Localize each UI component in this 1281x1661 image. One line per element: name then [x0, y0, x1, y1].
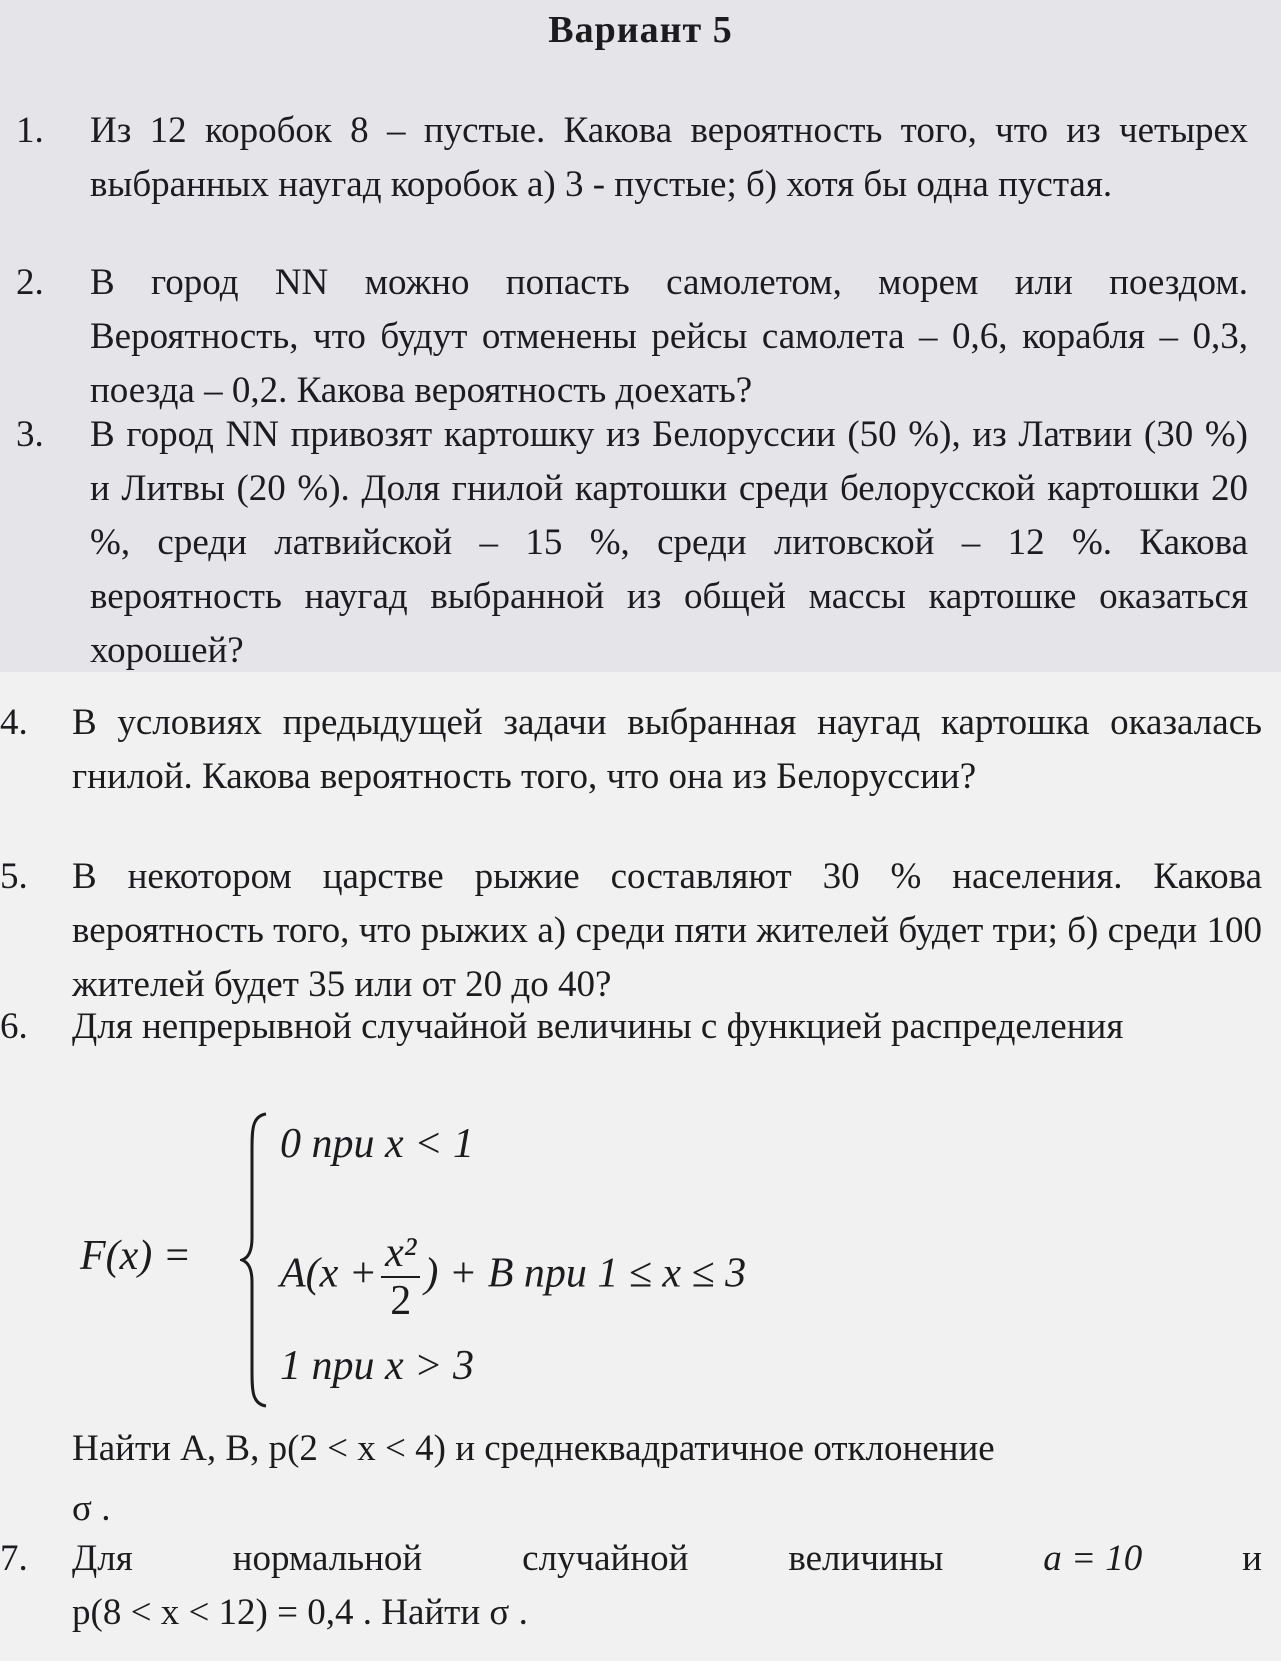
task-text: В условиях предыдущей задачи выбранная наугад картошка оказалась гнилой. Какова вероятность того, что она из Белоруссии?: [72, 702, 1262, 797]
task-7: [0, 1532, 1262, 1640]
task-number: 7.: [0, 1538, 28, 1579]
task-text: В город NN привозят картошку из Белоруссии (50 %), из Латвии (30 %) и Литвы (20 %). Доля гнилой картошки среди белорусской картошки 20 %, среди латвийской – 15 %, среди литовской – 12 %. Какова вероятность наугад выбранной из общей массы картошке оказаться хорошей?: [90, 414, 1248, 671]
distribution-function-formula: [80, 1110, 980, 1410]
task-3: [16, 408, 1248, 678]
formula-case-1: 0 при x < 1: [280, 1121, 474, 1167]
task-number: 5.: [0, 856, 28, 897]
task-number: 6.: [0, 1006, 28, 1047]
task-text: В некотором царстве рыжие составляют 30 % населения. Какова вероятность того, что рыжих а) среди пяти жителей будет три; б) среди 100 жителей будет 35 или от 20 до 40?: [72, 856, 1262, 1005]
task-7-word: случайной: [522, 1538, 689, 1579]
task-1: [16, 104, 1248, 212]
task-text: Из 12 коробок 8 – пустые. Какова вероятность того, что из четырех выбранных наугад коробок а) 3 - пустые; б) хотя бы одна пустая.: [90, 110, 1248, 205]
task-text: Для непрерывной случайной величины с функцией распределения: [72, 1006, 1124, 1047]
task-6-sigma: σ .: [72, 1488, 111, 1529]
task-7-word: величины: [788, 1538, 944, 1579]
case-2-suffix: ) + B при 1 ≤ x ≤ 3: [424, 1250, 747, 1297]
task-number: 1.: [16, 110, 44, 151]
left-brace-icon: [240, 1110, 270, 1410]
task-7-line-2: p(8 < x < 12) = 0,4 . Найти σ .: [72, 1592, 528, 1633]
task-7-word: Для: [72, 1538, 133, 1579]
task-7-word: a = 10: [1043, 1538, 1143, 1579]
task-7-body: [72, 1532, 1262, 1640]
task-4: [0, 696, 1262, 804]
fraction: [381, 1230, 420, 1324]
task-6-question: Найти A, B, p(2 < x < 4) и среднеквадратичное отклонение: [72, 1428, 995, 1469]
task-number: 3.: [16, 414, 44, 455]
task-number: 4.: [0, 702, 28, 743]
formula-case-2: [280, 1230, 746, 1324]
task-7-line-1: [72, 1532, 1262, 1586]
task-7-word: и: [1242, 1538, 1262, 1579]
task-2: [16, 256, 1248, 418]
formula-lhs: F(x) =: [80, 1233, 192, 1279]
task-number: 2.: [16, 262, 44, 303]
task-7-word: нормальной: [232, 1538, 423, 1579]
fraction-denominator: 2: [390, 1278, 412, 1324]
fraction-numerator: x²: [381, 1230, 420, 1278]
formula-case-3: 1 при x > 3: [280, 1343, 474, 1389]
task-5: [0, 850, 1262, 1012]
case-2-prefix: A(x +: [280, 1250, 378, 1297]
page-title: Вариант 5: [548, 9, 733, 51]
task-text: В город NN можно попасть самолетом, морем или поездом. Вероятность, что будут отменены рейсы самолета – 0,6, корабля – 0,3, поезда – 0,2. Какова вероятность доехать?: [90, 262, 1248, 411]
task-6: [0, 1000, 1262, 1054]
